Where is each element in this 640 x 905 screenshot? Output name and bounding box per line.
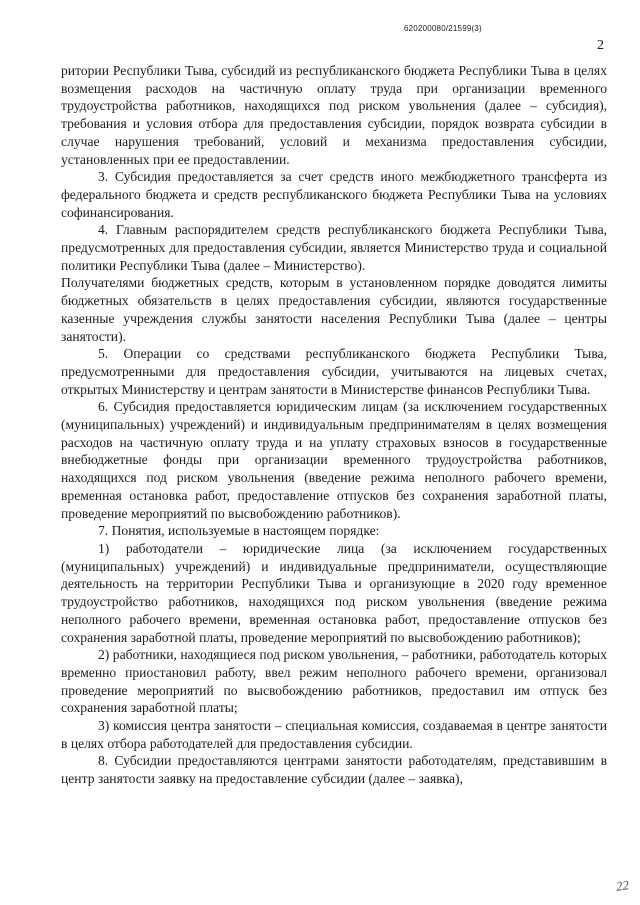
document-number: 620200080/21599(3) xyxy=(404,24,482,33)
paragraph-6: 6. Субсидия предоставляется юридическим лицам (за исключением государственных (муниципальных) учреждений) и индивидуальным предпринимателям в целях возмещения расходов на частичную оплату труда и на уплату страховых взносов в государственные внебюджетные фонды при организации временного трудоустройства работников, находящихся под риском увольнения (введение режима неполного рабочего времени, временная остановка работ, предоставление отпусков без сохранения заработной платы, проведение мероприятий по высвобождению работников). xyxy=(61,399,607,521)
document-body xyxy=(61,62,607,788)
paragraph-5: 5. Операции со средствами республиканского бюджета Республики Тыва, предусмотренными для предоставления субсидии, учитываются на лицевых счетах, открытых Министерству и центрам занятости в Министерстве финансов Республики Тыва. xyxy=(61,346,607,397)
paragraph-continuation: ритории Республики Тыва, субсидий из республиканского бюджета Республики Тыва в целях возмещения расходов на частичную оплату труда при организации временного трудоустройства работников, находящихся под риском увольнения (далее – субсидия), требования и условия отбора для предоставления субсидии, порядок возврата субсидии в случае нарушения требований, условий и механизма предоставления субсидии, установленных при ее предоставлении. xyxy=(61,63,607,167)
page-number: 2 xyxy=(597,38,604,53)
paragraph-recipients: Получателями бюджетных средств, которым в установленном порядке доводятся лимиты бюджетных обязательств в целях предоставления субсидии, являются государственные казенные учреждения службы занятости населения Республики Тыва (далее – центры занятости). xyxy=(61,275,607,344)
paragraph-8: 8. Субсидии предоставляются центрами занятости работодателям, представившим в центр занятости заявку на предоставление субсидии (далее – заявка), xyxy=(61,753,607,787)
paragraph-3: 3. Субсидия предоставляется за счет средств иного межбюджетного трансферта из федерального бюджета и средств республиканского бюджета Республики Тыва на условиях софинансирования. xyxy=(61,169,607,220)
definition-1: 1) работодатели – юридические лица (за исключением государственных (муниципальных) учреждений) и индивидуальные предприниматели, осуществляющие деятельность на территории Республики Тыва и организующие в 2020 году временное трудоустройство работников, находящихся под риском увольнения (введение режима неполного рабочего времени, временная остановка работ, предоставление отпусков без сохранения заработной платы, проведение мероприятий по высвобождению работников); xyxy=(61,540,607,645)
definition-2: 2) работники, находящиеся под риском увольнения, – работники, работодатель которых временно приостановил работу, ввел режим неполного рабочего времени, организовал проведение мероприятий по высвобождению работников, предоставил им отпуск без сохранения заработной платы; xyxy=(61,647,607,716)
paragraph-7: 7. Понятия, используемые в настоящем порядке: xyxy=(98,523,380,539)
paragraph-4: 4. Главным распорядителем средств республиканского бюджета Республики Тыва, предусмотренных для предоставления субсидии, является Министерство труда и социальной политики Республики Тыва (далее – Министерство). xyxy=(61,222,607,273)
definition-3: 3) комиссия центра занятости – специальная комиссия, создаваемая в центре занятости в целях отбора работодателей для предоставления субсидии. xyxy=(61,718,607,751)
handwritten-page-mark: 22 xyxy=(614,877,630,894)
